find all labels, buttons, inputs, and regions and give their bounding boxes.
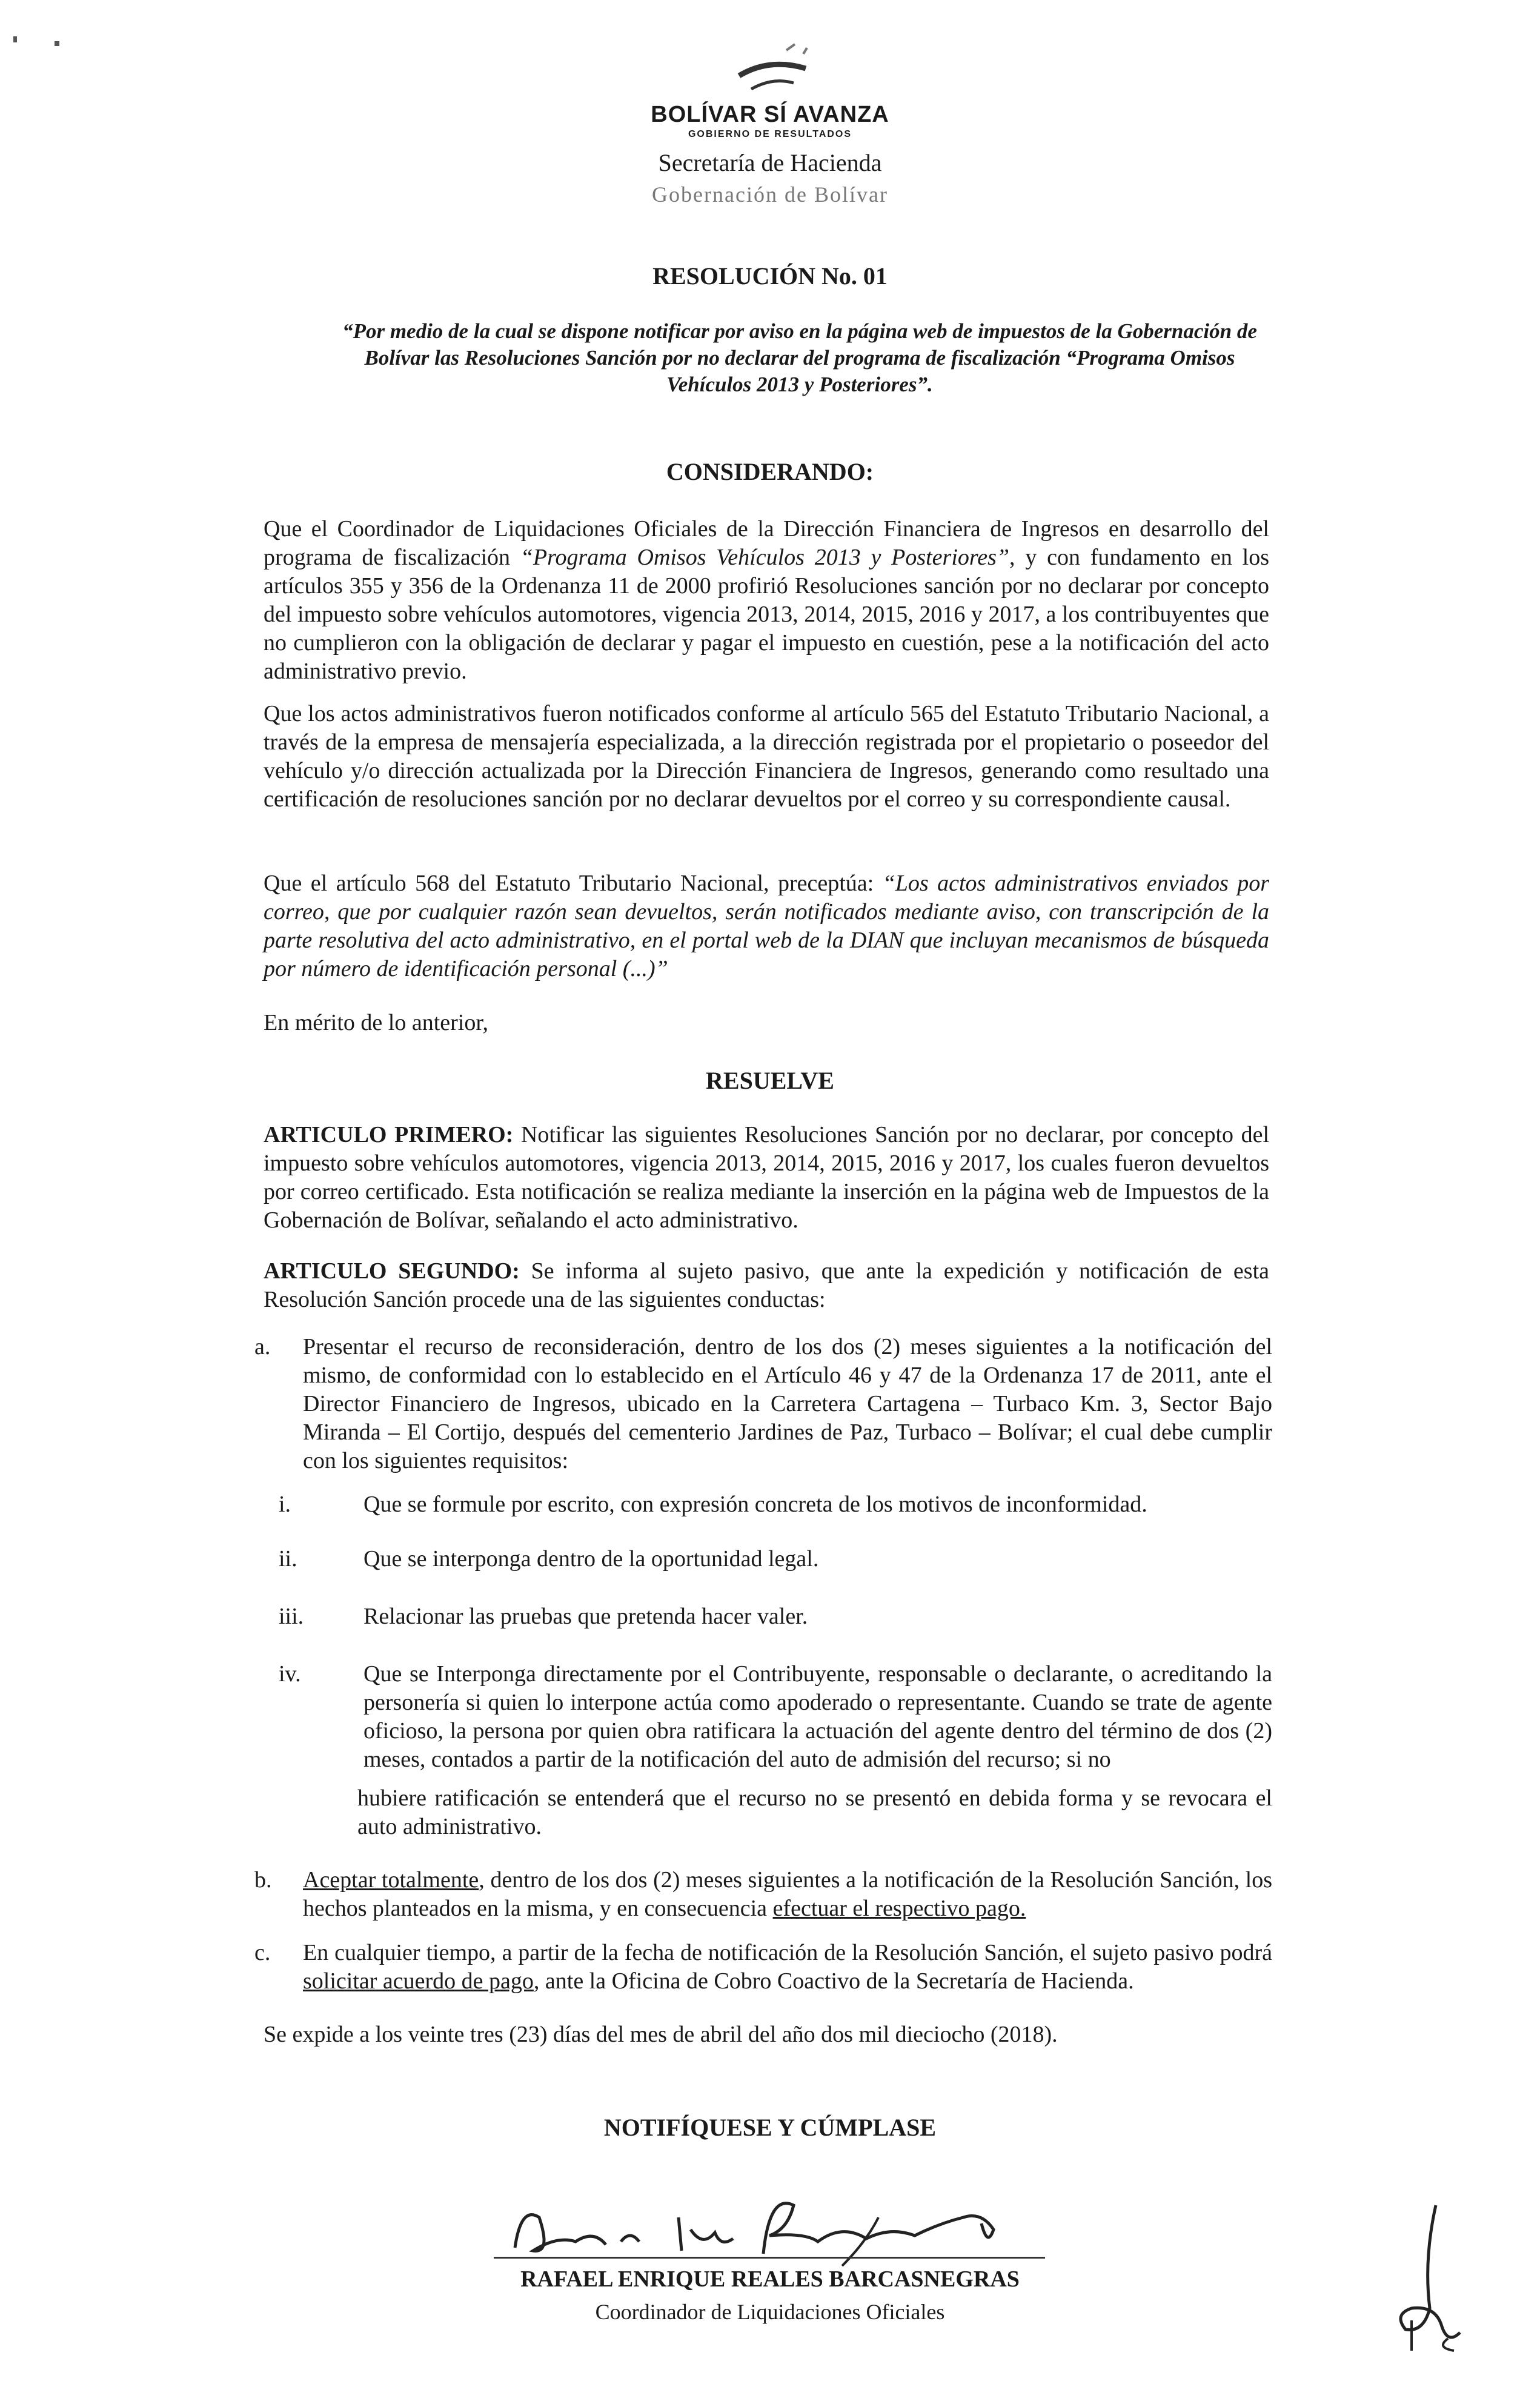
considerando-paragraph-1 (264, 515, 1269, 686)
conducta-b-mid: , dentro de los dos (2) meses siguientes a la notificación de la Resolución Sanción, los hechos planteados en la misma, y en consecuencia (303, 1867, 1272, 1921)
conducta-c-text (303, 1939, 1272, 1996)
articulo-primero-text: Notificar las siguientes Resoluciones Sanción por no declarar, por concepto del impuesto sobre vehículos automotores, vigencia 2013, 2014, 2015, 2016 y 2017, los cuales fueron devueltos por correo certificado. Esta notificación se realiza mediante la inserción en la página web de Impuestos de la Gobernación de Bolívar, señalando el acto administrativo. (264, 1122, 1270, 1233)
scan-speck (13, 36, 17, 42)
articulo-segundo (264, 1257, 1269, 1314)
conducta-c-a: En cualquier tiempo, a partir de la fecha de notificación de la Resolución Sanción, el sujeto pasivo podrá (303, 1940, 1272, 1965)
requisito-ii-marker: ii. (279, 1546, 297, 1572)
considerando-paragraph-2: Que los actos administrativos fueron notificados conforme al artículo 565 del Estatuto Tributario Nacional, a través de la empresa de mensajería especializada, a la dirección registrada por el propietario o poseedor del vehículo y/o dirección actualizada por la Dirección Financiera de Ingresos, generando como resultado una certificación de resoluciones sanción por no declarar devueltos por el correo y su correspondiente causal. (264, 701, 1269, 812)
requisito-ii-text: Que se interponga dentro de la oportunidad legal. (363, 1546, 819, 1572)
signatory-position: Coordinador de Liquidaciones Oficiales (595, 2300, 945, 2324)
conducta-a-marker: a. (254, 1334, 271, 1360)
closing-phrase: NOTIFÍQUESE Y CÚMPLASE (603, 2114, 937, 2141)
issue-date: Se expide a los veinte tres (23) días del mes de abril del año dos mil dieciocho (2018). (264, 2022, 1058, 2047)
considerando-paragraph-3 (264, 869, 1269, 983)
requisito-iii-text: Relacionar las pruebas que pretenda hacer valer. (363, 1604, 808, 1629)
conducta-c-acuerdo: solicitar acuerdo de pago (303, 1968, 534, 1994)
document-title: RESOLUCIÓN No. 01 (652, 262, 888, 290)
government-name: Gobernación de Bolívar (652, 182, 888, 207)
considerando-p3-quote: “Los actos administrativos enviados por correo, que por cualquier razón sean devueltos, serán notificados mediante aviso, con transcripción de la parte resolutiva del acto administrativo, en el portal web de la DIAN que incluyan mecanismos de búsqueda por número de identificación personal (...)” (264, 871, 1269, 981)
resolution-subject: “Por medio de la cual se dispone notificar por aviso en la página web de impuestos de la Gobernación de Bolívar las Resoluciones Sanción por no declarar del programa de fiscalización “Programa Omisos Vehículos 2013 y Posteriores”. (342, 319, 1257, 396)
requisito-iii-marker: iii. (279, 1604, 304, 1629)
conducta-b-pago: efectuar el respectivo pago. (772, 1896, 1026, 1921)
articulo-primero-label: ARTICULO PRIMERO: (264, 1122, 514, 1147)
considerando-heading: CONSIDERANDO: (666, 458, 874, 485)
conducta-c-b: , ante la Oficina de Cobro Coactivo de la Secretaría de Hacienda. (533, 1968, 1134, 1994)
requisito-iv-text: Que se Interponga directamente por el Contribuyente, responsable o declarante, o acreditando la personería si quien lo interpone actúa como apoderado o representante. Cuando se trate de agente oficioso, la persona por quien obra ratificara la actuación del agente dentro del término de dos (2) meses, contados a partir de la notificación del auto de admisión del recurso; si no (363, 1661, 1272, 1772)
considerando-p1-program: “Programa Omisos Vehículos 2013 y Posteriores” (520, 545, 1010, 570)
considerando-paragraph-4: En mérito de lo anterior, (264, 1010, 488, 1035)
department-name: Secretaría de Hacienda (658, 149, 882, 176)
brand-name: BOLÍVAR SÍ AVANZA (651, 102, 889, 127)
signatory-name: RAFAEL ENRIQUE REALES BARCASNEGRAS (520, 2266, 1020, 2292)
resuelve-heading: RESUELVE (706, 1067, 834, 1094)
considerando-p1-c: , y con fundamento en los artículos 355 y 356 de la Ordenanza 11 de 2000 profirió Resoluciones sanción por no declarar por concepto del impuesto sobre vehículos automotores, vigencia 2013, 2014, 2015, 2016 y 2017, a los contribuyentes que no cumplieron con la obligación de declarar y pagar el impuesto en cuestión, pese a la notificación del acto administrativo previo. (264, 545, 1269, 684)
scan-speck (55, 41, 59, 46)
initials-mark-icon (1387, 2199, 1472, 2357)
conducta-b-aceptar: Aceptar totalmente (303, 1867, 479, 1893)
bolivar-logo-icon (715, 33, 824, 100)
conducta-c-marker: c. (254, 1940, 271, 1965)
requisito-i-marker: i. (279, 1492, 291, 1517)
requisito-iv-marker: iv. (279, 1661, 301, 1687)
considerando-p1-a: Que el Coordinador de Liquidaciones Oficiales de la Dirección Financiera de Ingresos en desarrollo del programa de fiscalización (264, 516, 1269, 570)
considerando-p3-a: Que el artículo 568 del Estatuto Tributario Nacional, preceptúa: (264, 871, 883, 896)
requisito-iv-continuation: hubiere ratificación se entenderá que el recurso no se presentó en debida forma y se revocara el auto administrativo. (357, 1785, 1272, 1839)
requisito-i-text: Que se formule por escrito, con expresión concreta de los motivos de inconformidad. (363, 1492, 1147, 1517)
conducta-a-text: Presentar el recurso de reconsideración, dentro de los dos (2) meses siguientes a la notificación del mismo, de conformidad con lo establecido en el Artículo 46 y 47 de la Ordenanza 17 de 2011, ante el Director Financiero de Ingresos, ubicado en la Carretera Cartagena – Turbaco Km. 3, Sector Bajo Miranda – El Cortijo, después del cementerio Jardines de Paz, Turbaco – Bolívar; el cual debe cumplir con los siguientes requisitos: (303, 1334, 1272, 1473)
articulo-segundo-label: ARTICULO SEGUNDO: (264, 1258, 520, 1284)
articulo-primero (264, 1121, 1269, 1235)
conducta-b-text (303, 1866, 1272, 1923)
brand-tagline: GOBIERNO DE RESULTADOS (688, 129, 852, 139)
articulo-segundo-text: Se informa al sujeto pasivo, que ante la expedición y notificación de esta Resolución Sanción procede una de las siguientes conductas: (264, 1258, 1270, 1312)
signature-line (494, 2257, 1045, 2259)
conducta-b-marker: b. (254, 1867, 272, 1893)
